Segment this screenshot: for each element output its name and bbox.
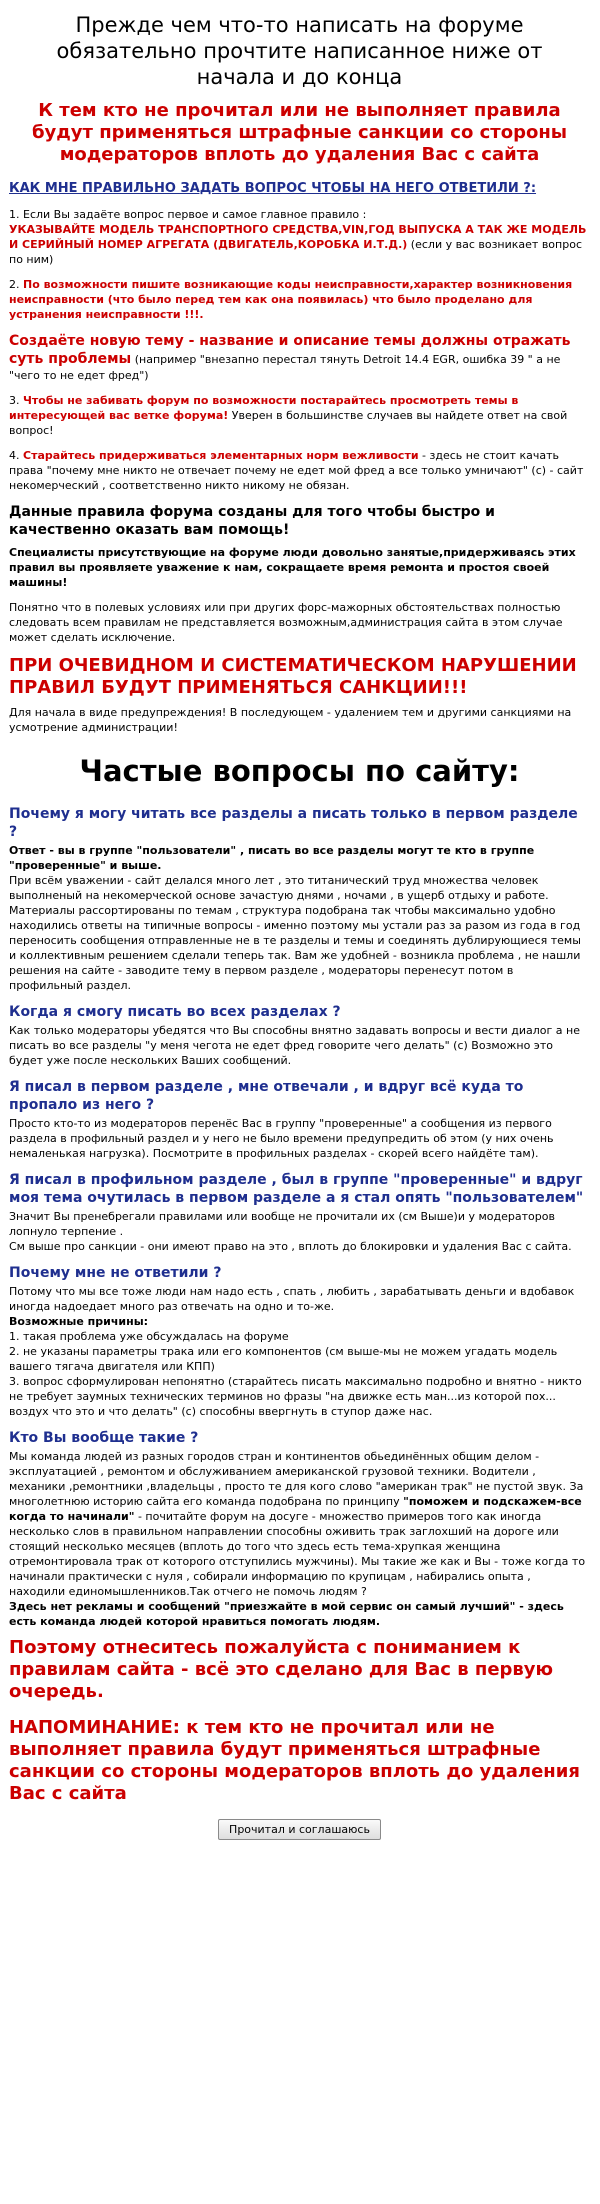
closing-appeal: Поэтому отнеситесь пожалуйста с пониманием к правилам сайта - всё это сделано для Вас в первую очередь. — [9, 1637, 554, 1702]
faq-question-5: Почему мне не ответили ? — [9, 1265, 222, 1281]
rule-4-text: - здесь не стоит качать права "почему мне никто не отвечает почему не едет мой фред а все только умничают" (с) - сайт некомерческий , соответственно никто никому не обязан. — [9, 449, 584, 492]
faq-question-3: Я писал в первом разделе , мне отвечали , и вдруг всё куда то пропало из него ? — [9, 1079, 524, 1113]
faq-answer-1 — [9, 843, 590, 993]
reminder-warning: НАПОМИНАНИЕ: к тем кто не прочитал или не выполняет правила будут применяться штрафные санкции со стороны модераторов вплоть до удаления Вас с сайта — [9, 1717, 580, 1804]
faq-question-4: Я писал в профильном разделе , был в группе "проверенные" и вдруг моя тема очутилась в первом разделе а я стал опять "пользователем" — [9, 1172, 584, 1206]
rule-3-emphasis: Чтобы не забивать форум по возможности постарайтесь просмотреть темы в интересующей вас ветке форума! — [9, 394, 519, 422]
faq-title: Частые вопросы по сайту: — [79, 754, 520, 788]
faq-answer-6-text-2: - почитайте форум на досуге - множество примеров того как иногда несколько слов в правильном направлении способны оживить трак заглохший на дороге или стоящий несколько месяцев (вплоть до того что здесь есть тема-хрупкая женщина отремонтировала трак от которого отступились мужчины). Мы такие же как и Вы - тоже когда то начинали практически с нуля , собирали информацию по крупицам , набирались опыта , находили единомышленников.Так отчего не помочь людям ? — [9, 1510, 586, 1598]
faq-answer-6-closing: Здесь нет рекламы и сообщений "приезжайте в мой сервис он самый лучший" - здесь есть команда людей которой нравиться помогать людям. — [9, 1600, 564, 1628]
rule-1-suffix: (если у вас возникает вопрос по ним) — [9, 238, 582, 266]
rule-4-prefix: 4. — [9, 449, 23, 462]
faq-answer-5-reasons-label: Возможные причины: — [9, 1315, 149, 1328]
faq-answer-5 — [9, 1284, 590, 1419]
new-topic-rule — [9, 332, 590, 383]
faq-answer-1-bold: Ответ - вы в группе "пользователи" , писать во все разделы могут те кто в группе "проверенные" и выше. — [9, 844, 535, 872]
rule-2-emphasis: По возможности пишите возникающие коды неисправности,характер возникновения неисправности (что было перед тем как она появилась) что было проделано для устранения неисправности !!!. — [9, 278, 573, 321]
rule-4-emphasis: Старайтесь придерживаться элементарных норм вежливости — [23, 449, 419, 462]
faq-answer-1-text: При всём уважении - сайт делался много лет , это титанический труд множества человек выполненый на некомерческой основе зачастую днями , ночами , в ущерб отдыху и работе. Материалы рассортированы по темам , структура подобрана так чтобы максимально удобно находились ответы на типичные вопросы - именно поэтому мы устали раз за разом из года в год переносить сообщения отправленные не в те разделы и темы и соединять дублирующиеся темы и коллективным решением сделали теперь так. Вам же удобней - возникла проблема , не нашли решения на сайте - заводите тему в первом разделе , модераторы перенесут потом в профильный раздел. — [9, 874, 581, 992]
rule-1-prefix: 1. Если Вы задаёте вопрос первое и самое главное правило : — [9, 208, 367, 221]
rule-1 — [9, 207, 590, 267]
specialists-note: Специалисты присутствующие на форуме люди довольно занятые,придерживаясь этих правил вы проявляете уважение к нам, сокращаете время ремонта и простоя своей машины! — [9, 546, 576, 589]
faq-answer-5-text: Потому что мы все тоже люди нам надо есть , спать , любить , зарабатывать деньги и вдобавок иногда надоедает много раз отвечать на одно и то-же. — [9, 1285, 575, 1313]
faq-answer-3: Просто кто-то из модераторов перенёс Вас в группу "проверенные" а сообщения из первого раздела в профильный раздел и у него не было времени предупредить об этом (у них очень немаленькая нагрузка). Посмотрите в профильных разделах - скорей всего найдёте там). — [9, 1117, 554, 1160]
faq-question-2: Когда я смогу писать во всех разделах ? — [9, 1004, 341, 1020]
faq-answer-4 — [9, 1209, 590, 1254]
sanctions-note: Для начала в виде предупреждения! В последующем - удалением тем и другими санкциями на усмотрение администрации! — [9, 706, 572, 734]
agree-button[interactable]: Прочитал и соглашаюсь — [218, 1819, 381, 1840]
sanctions-heading: ПРИ ОЧЕВИДНОМ И СИСТЕМАТИЧЕСКОМ НАРУШЕНИИ ПРАВИЛ БУДУТ ПРИМЕНЯТЬСЯ САНКЦИИ!!! — [9, 655, 577, 698]
faq-answer-5-reason-1: 1. такая проблема уже обсуждалась на форуме — [9, 1330, 289, 1343]
rule-3-text: Уверен в большинстве случаев вы найдете ответ на свой вопрос! — [9, 409, 568, 437]
new-topic-example: (например "внезапно перестал тянуть Detroit 14.4 EGR, ошибка 39 " а не "чего то не едет фред") — [9, 353, 561, 382]
rule-2 — [9, 277, 590, 322]
page-title: Прежде чем что-то написать на форуме обязательно прочтите написанное ниже от начала и до конца — [56, 13, 543, 89]
agree-button-wrap — [9, 1819, 590, 1840]
rule-3-prefix: 3. — [9, 394, 23, 407]
faq-answer-4-line-1: Значит Вы пренебрегали правилами или вообще не прочитали их (см Выше)и у модераторов лопнуло терпение . — [9, 1210, 555, 1238]
new-topic-emphasis: Создаёте новую тему - название и описание темы должны отражать суть проблемы — [9, 333, 571, 367]
rule-2-prefix: 2. — [9, 278, 23, 291]
faq-answer-5-reason-2: 2. не указаны параметры трака или его компонентов (см выше-мы не можем угадать модель вашего тягача двигателя или КПП) — [9, 1345, 558, 1373]
sanctions-warning: К тем кто не прочитал или не выполняет правила будут применяться штрафные санкции со стороны модераторов вплоть до удаления Вас с сайта — [31, 100, 568, 165]
faq-question-1: Почему я могу читать все разделы а писать только в первом разделе ? — [9, 806, 578, 840]
faq-answer-6-motto: "поможем и подскажем-все когда то начинали" — [9, 1495, 582, 1523]
field-conditions-note: Понятно что в полевых условиях или при других форс-мажорных обстоятельствах полностью следовать всем правилам не представляется возможным,администрация сайта в этом случае может сделать исключение. — [9, 601, 563, 644]
faq-question-6: Кто Вы вообще такие ? — [9, 1430, 199, 1446]
rule-3 — [9, 393, 590, 438]
faq-answer-4-line-2: См выше про санкции - они имеют право на это , вплоть до блокировки и удаления Вас с сайта. — [9, 1240, 572, 1253]
faq-answer-6 — [9, 1449, 590, 1629]
forum-rules-page — [0, 12, 600, 1840]
faq-answer-6-text-1: Мы команда людей из разных городов стран и континентов обьединённых общим делом - эксплуатацией , ремонтом и обслуживанием американской грузовой техники. Водители , механики ,ремонтники ,владельцы , просто те для кого слово "американ трак" не пустой звук. За многолетнюю историю сайта его команда подобрана по принципу — [9, 1450, 584, 1508]
rule-4 — [9, 448, 590, 493]
faq-answer-2: Как только модераторы убедятся что Вы способны внятно задавать вопросы и вести диалог а не писать во все разделы "у меня чегота не едет фред говорите чего делать" (с) Возможно это будет уже после нескольких Ваших сообщений. — [9, 1024, 580, 1067]
how-to-ask-link[interactable]: КАК МНЕ ПРАВИЛЬНО ЗАДАТЬ ВОПРОС ЧТОБЫ НА НЕГО ОТВЕТИЛИ ?: — [9, 181, 537, 196]
rule-1-emphasis: УКАЗЫВАЙТЕ МОДЕЛЬ ТРАНСПОРТНОГО СРЕДСТВА,VIN,ГОД ВЫПУСКА А ТАК ЖЕ МОДЕЛЬ И СЕРИЙНЫЙ НОМЕР АГРЕГАТА (ДВИГАТЕЛЬ,КОРОБКА И.Т.Д.) — [9, 223, 587, 251]
rules-purpose: Данные правила форума созданы для того чтобы быстро и качественно оказать вам помощь! — [9, 504, 495, 538]
faq-answer-5-reason-3: 3. вопрос сформулирован непонятно (старайтесь писать максимально подробно и внятно - никто не требует заумных технических терминов но фразы "на движке есть ман...из которой пох... воздух что это и что делать" (с) способны ввергнуть в ступор даже нас. — [9, 1375, 582, 1418]
